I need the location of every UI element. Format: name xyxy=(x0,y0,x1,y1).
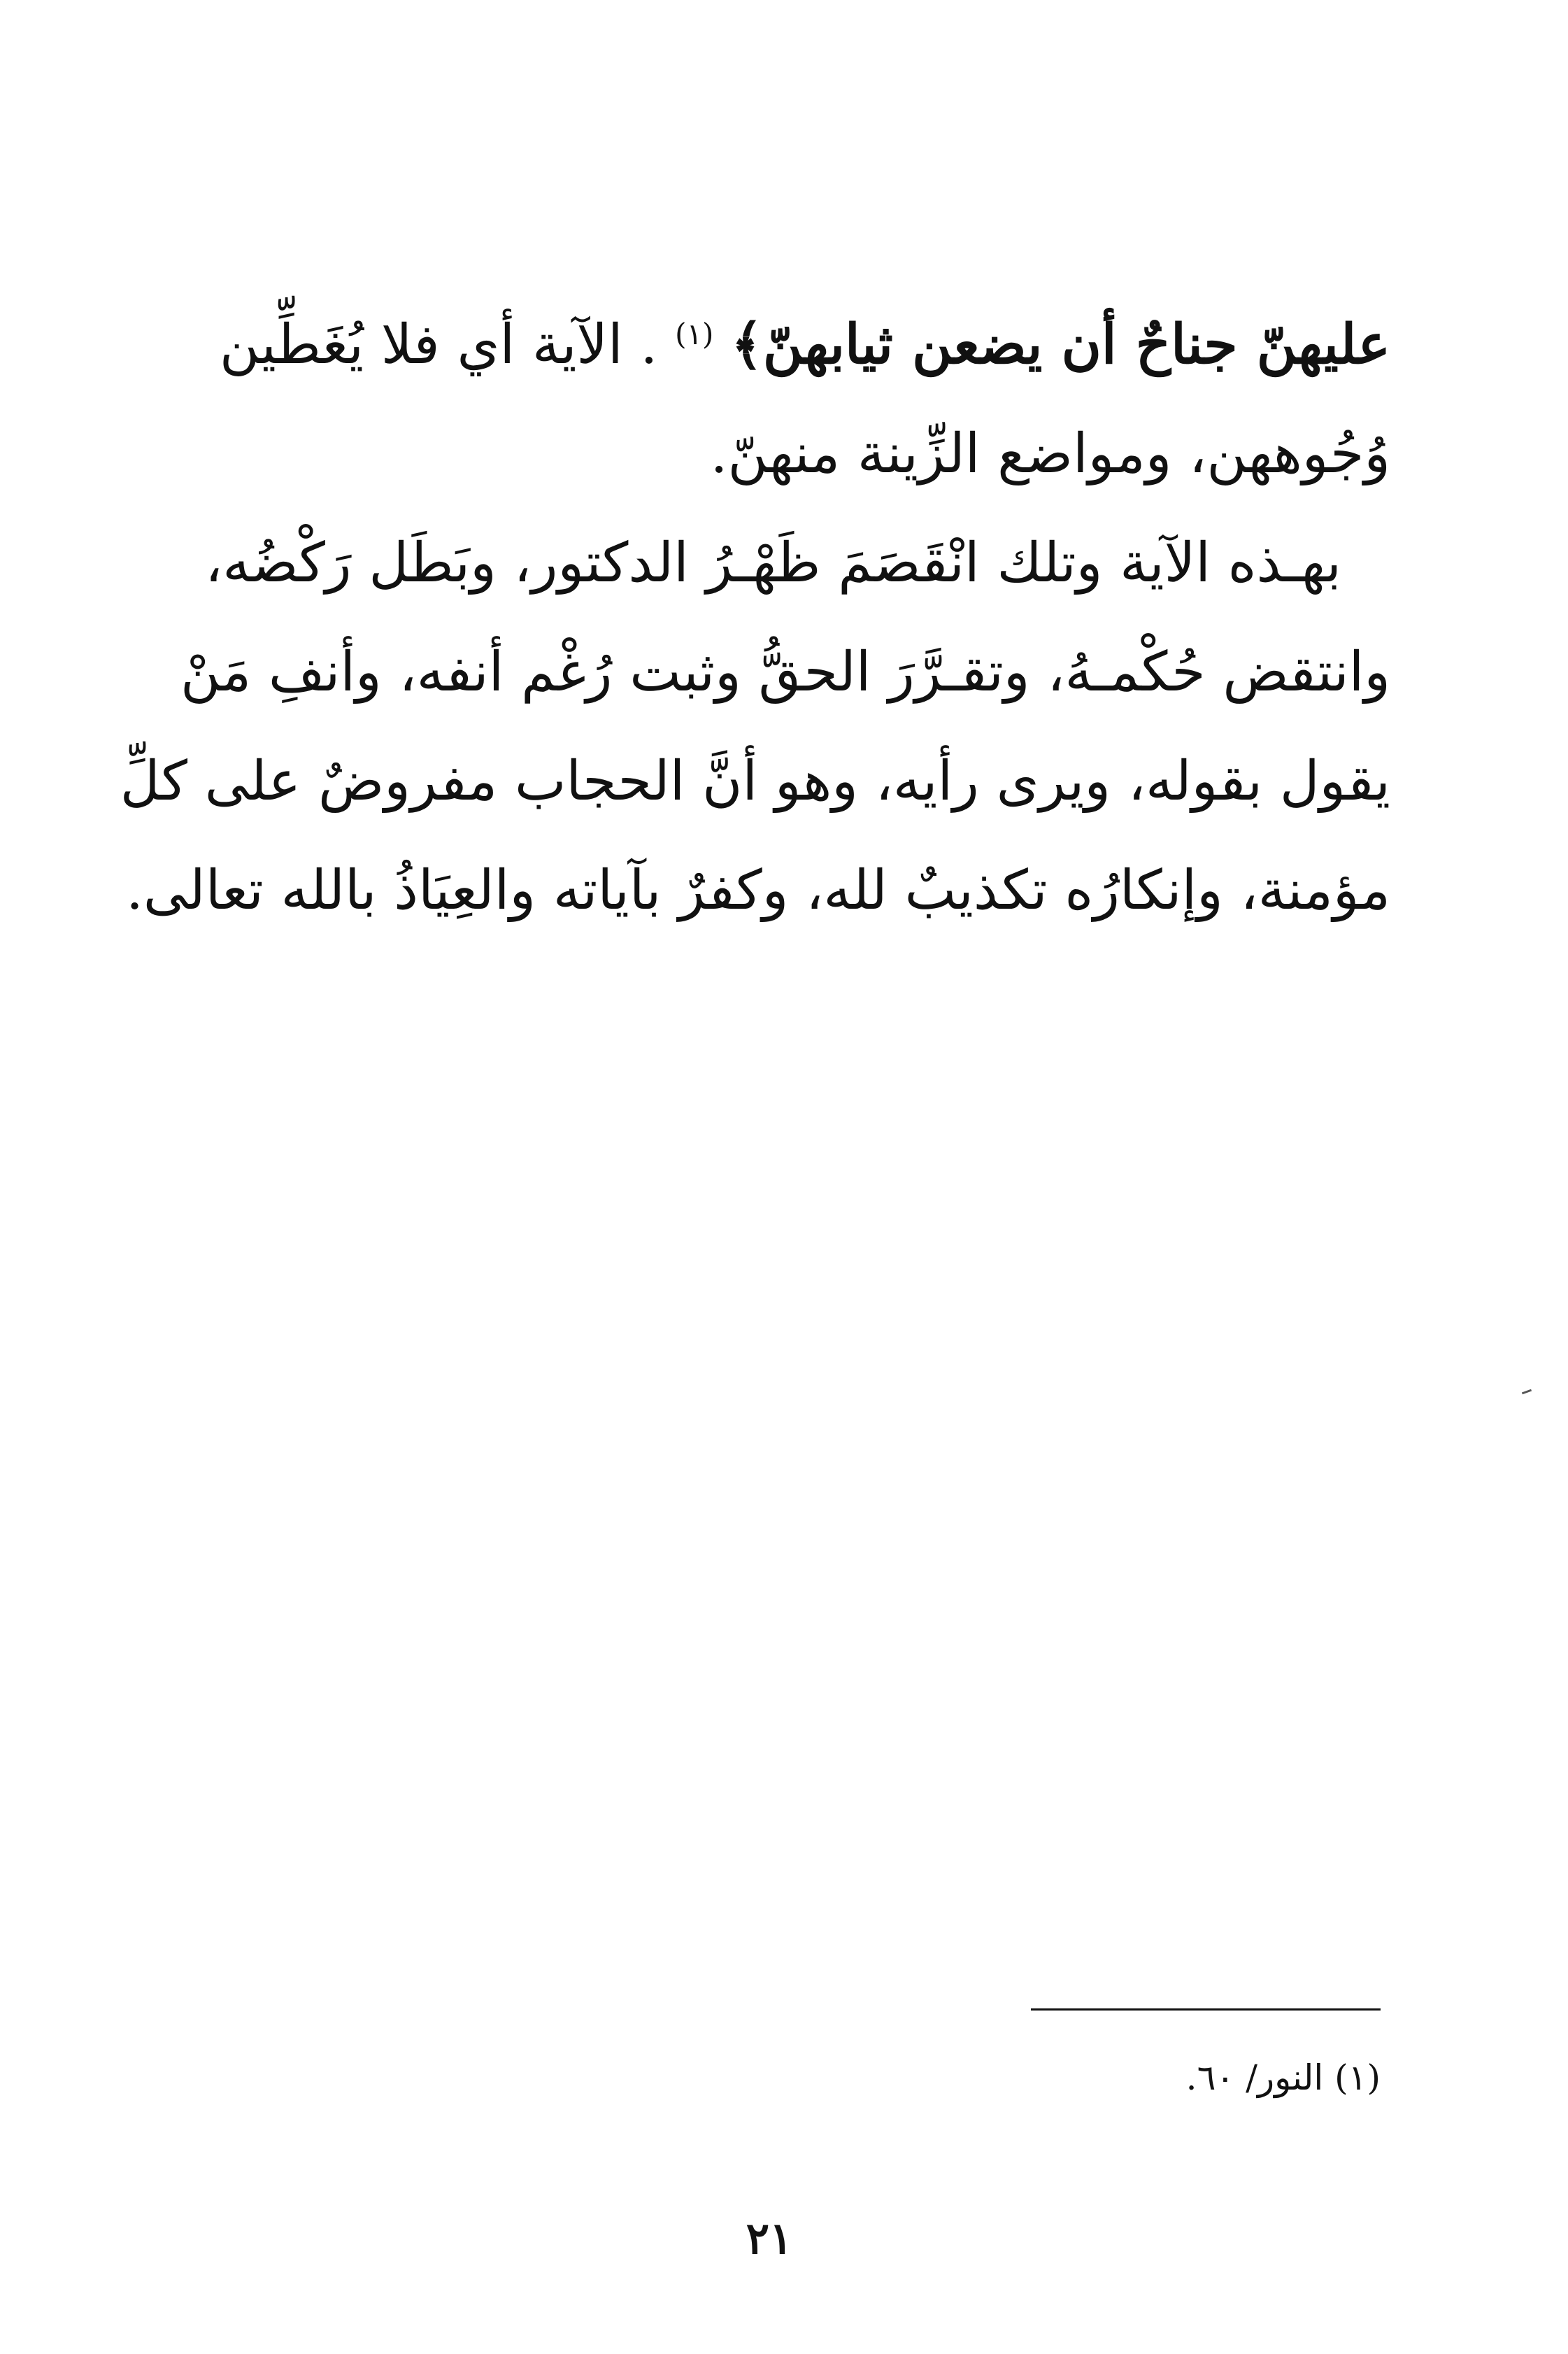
body-text xyxy=(120,290,1390,945)
page-number: ٢١ xyxy=(746,2213,793,2264)
scan-speck xyxy=(1522,1389,1532,1395)
footnote: (١) النور/ ٦٠. xyxy=(1185,2057,1381,2098)
text-line: مؤمنة، وإنكارُه تكذيبٌ لله، وكفرٌ بآياته والعِيَاذُ بالله تعالى. xyxy=(126,859,1390,922)
text-line: وانتقض حُكْمـهُ، وتقـرَّرَ الحقُّ وثبت رُغْم أنفه، وأنفِ مَنْ xyxy=(180,641,1390,704)
text-line xyxy=(159,290,1390,399)
quran-quote: عليهنّ جناحٌ أن يضعن ثيابهنّ﴾ xyxy=(731,313,1390,376)
text-line: يقول بقوله، ويرى رأيه، وهو أنَّ الحجاب مفروضٌ على كلِّ xyxy=(120,750,1390,813)
footnote-divider xyxy=(1031,2008,1381,2011)
text-line: وُجُوههن، ومواضع الزِّينة منهنّ. xyxy=(710,423,1390,485)
text-line: بهـذه الآية وتلك انْقَصَمَ ظَهْـرُ الدكتور، وبَطَل رَكْضُه، xyxy=(205,532,1341,595)
footnote-marker: (١) xyxy=(675,317,714,351)
text-fragment: . الآية أي فلا يُغَطِّين xyxy=(219,313,658,376)
